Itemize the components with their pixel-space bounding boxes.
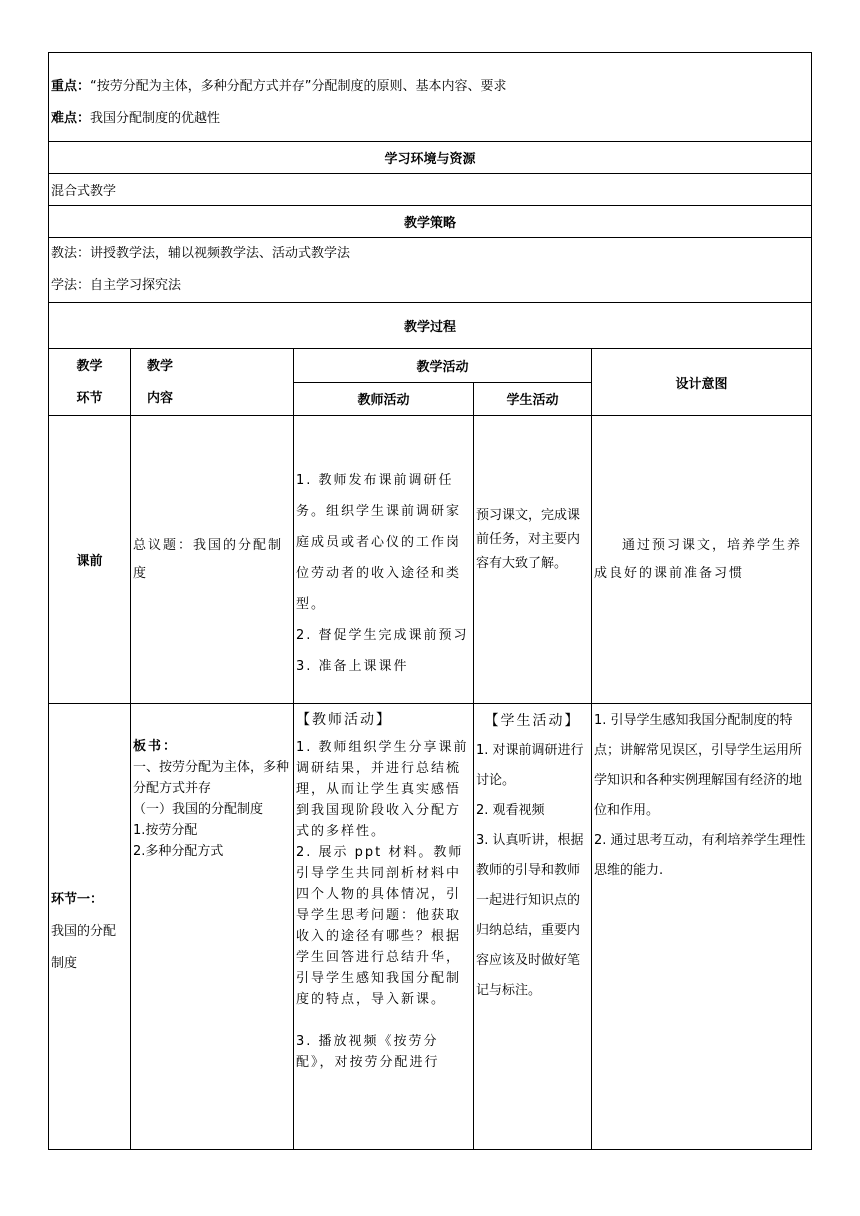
env-text: 混合式教学 bbox=[49, 174, 812, 206]
teacher-activity-cell: 【教师活动】 1. 教师组织学生分享课前调研结果，并进行总结梳理，从而让学生真实感悟到我国现阶段收入分配方式的多样性。 2. 展示 ppt 材料。教师引导学生共同剖析材料中四个人物的具体情况，引导学生思考问题：他获取收入的途径有哪些？根据学生回答进行总结升华，引导学生感知我国分配制度的特点，导入新课。 3. 播放视频《按劳分配》，对按劳分配进行 bbox=[294, 704, 474, 1150]
content-cell: 总议题：我国的分配制度 bbox=[131, 416, 294, 704]
col-teacher-header: 教师活动 bbox=[294, 382, 474, 416]
intent-cell: 1. 引导学生感知我国分配制度的特点；讲解常见误区，引导学生运用所学知识和各种实例理解国有经济的地位和作用。 2. 通过思考互动，有利培养学生理性思维的能力. bbox=[592, 704, 812, 1150]
col-student-header: 学生活动 bbox=[474, 382, 592, 416]
focus-row bbox=[49, 53, 812, 142]
col-content-header: 教学 内容 bbox=[131, 349, 294, 416]
process-header-row-1 bbox=[49, 349, 812, 383]
key-point-text: “按劳分配为主体，多种分配方式并存”分配制度的原则、基本内容、要求 bbox=[90, 79, 507, 94]
student-activity-cell: 【学生活动】 1. 对课前调研进行讨论。 2. 观看视频 3. 认真听讲，根据教师的引导和教师一起进行知识点的归纳总结，重要内容应该及时做好笔记与标注。 bbox=[474, 704, 592, 1150]
stage-cell: 课前 bbox=[49, 416, 131, 704]
teaching-method: 教法：讲授教学法，辅以视频教学法、活动式教学法 bbox=[51, 246, 351, 261]
process-row-section-one bbox=[49, 704, 812, 1150]
lesson-plan-page bbox=[48, 52, 811, 1150]
env-heading: 学习环境与资源 bbox=[49, 142, 812, 174]
learning-method: 学法：自主学习探究法 bbox=[51, 278, 182, 293]
strategy-cell bbox=[49, 238, 812, 303]
intent-cell: 通过预习课文，培养学生养成良好的课前准备习惯 bbox=[592, 416, 812, 704]
col-stage-header: 教学 环节 bbox=[49, 349, 131, 416]
stage-cell: 环节一： 我国的分配制度 bbox=[49, 704, 131, 1150]
difficult-point-text: 我国分配制度的优越性 bbox=[90, 111, 221, 126]
lesson-plan-table bbox=[48, 52, 812, 1150]
process-row-preclass bbox=[49, 416, 812, 704]
col-activity-header: 教学活动 bbox=[294, 349, 592, 383]
difficult-point-label: 难点： bbox=[51, 111, 91, 126]
process-heading: 教学过程 bbox=[49, 303, 812, 349]
key-point-label: 重点： bbox=[51, 79, 91, 94]
col-intent-header: 设计意图 bbox=[592, 349, 812, 416]
teacher-activity-heading: 【教师活动】 bbox=[296, 712, 392, 728]
key-point bbox=[51, 71, 809, 103]
content-cell: 板书： 一、按劳分配为主体，多种分配方式并存 （一）我国的分配制度 1.按劳分配 2.多种分配方式 bbox=[131, 704, 294, 1150]
focus-cell bbox=[49, 53, 812, 142]
student-activity-cell: 预习课文，完成课前任务，对主要内容有大致了解。 bbox=[474, 416, 592, 704]
difficult-point bbox=[51, 103, 809, 135]
student-activity-heading: 【学生活动】 bbox=[484, 713, 581, 729]
strategy-heading: 教学策略 bbox=[49, 206, 812, 238]
teacher-activity-cell: 1. 教师发布课前调研任务。组织学生课前调研家庭成员或者心仪的工作岗位劳动者的收入途径和类型。 2. 督促学生完成课前预习 3. 准备上课课件 bbox=[294, 416, 474, 704]
